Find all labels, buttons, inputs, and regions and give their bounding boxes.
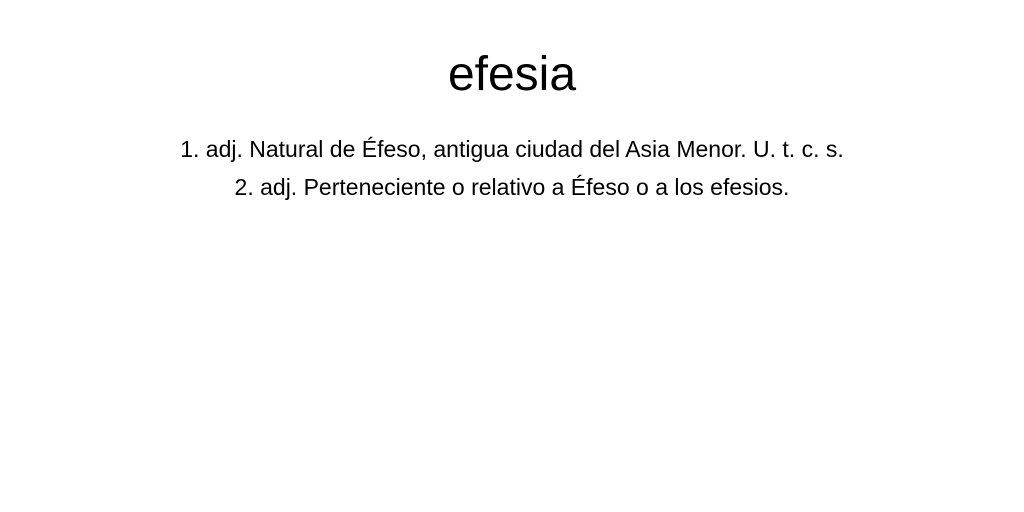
- entry-headword: efesia: [447, 48, 577, 101]
- definition-list: [0, 130, 1024, 206]
- definition-2: 2. adj. Perteneciente o relativo a Éfeso o a los efesios.: [234, 174, 790, 200]
- definition-1: 1. adj. Natural de Éfeso, antigua ciudad del Asia Menor. U. t. c. s.: [180, 136, 844, 162]
